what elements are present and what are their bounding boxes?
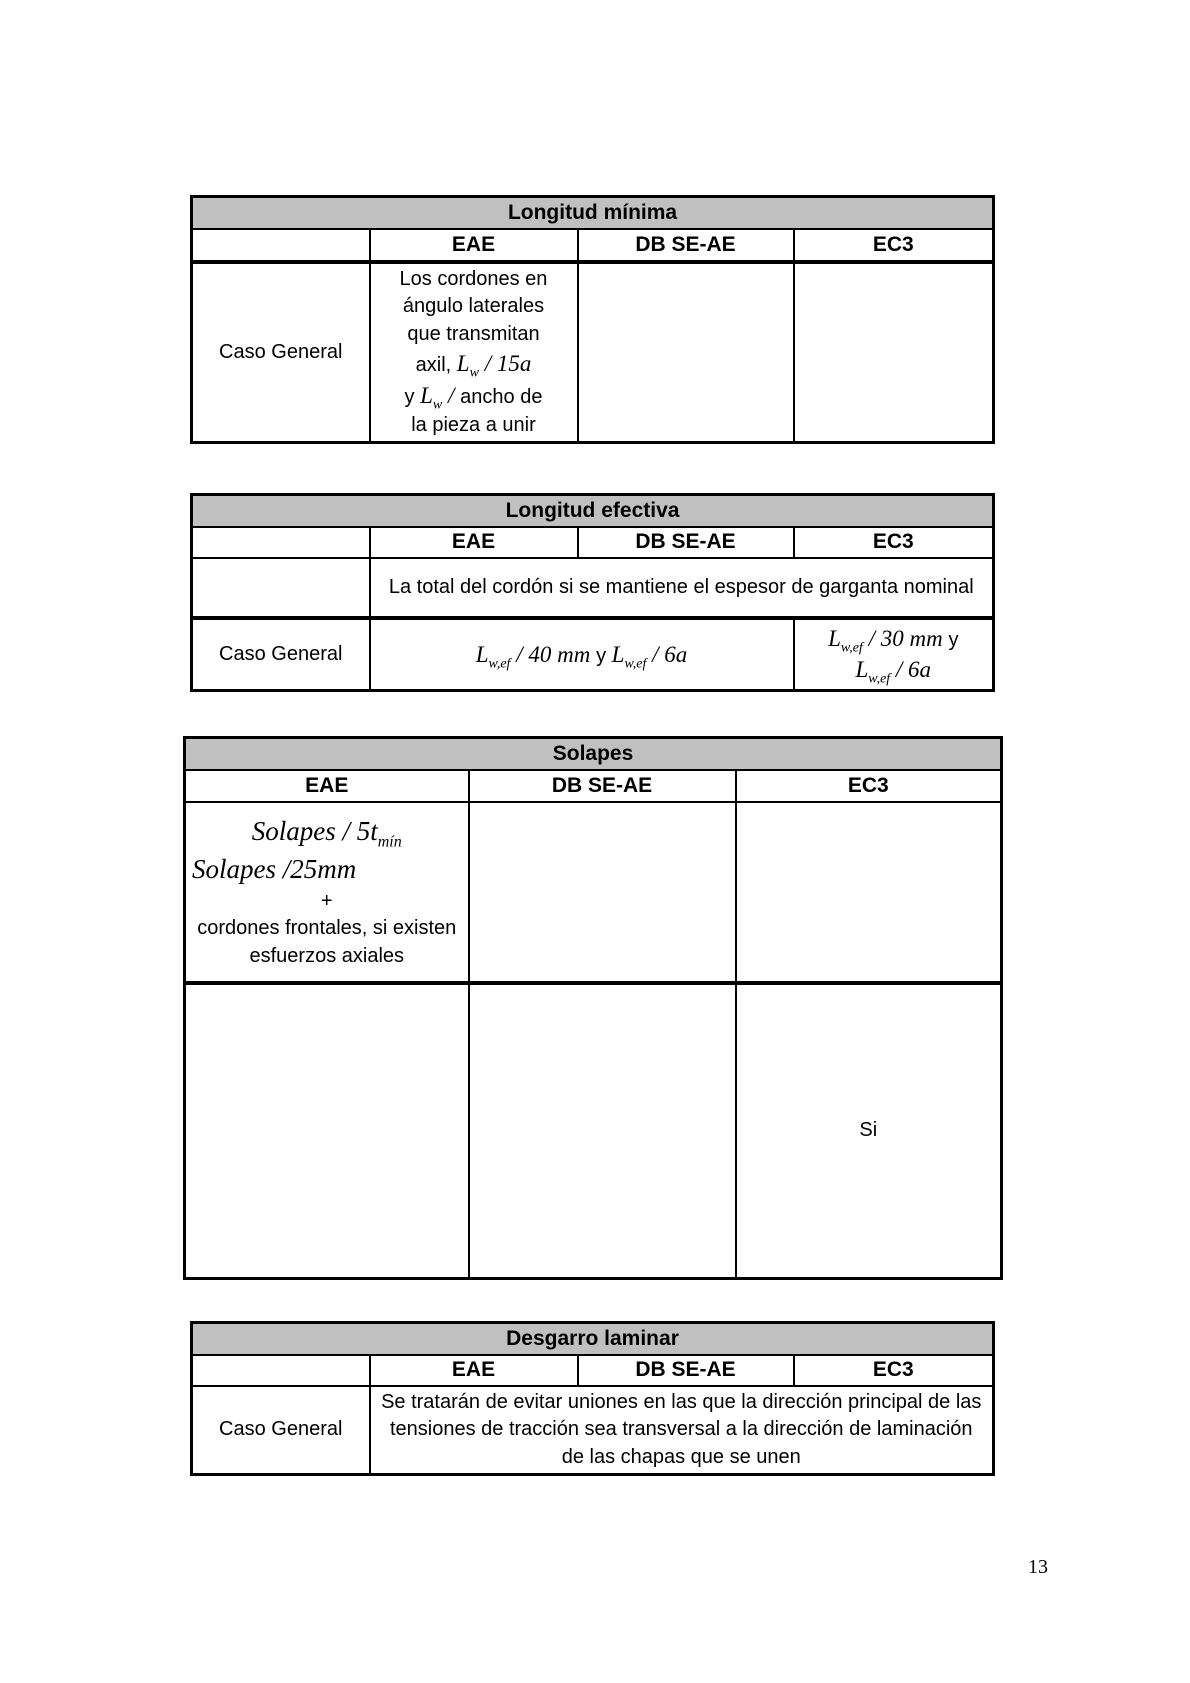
column-header-eae: EAE — [370, 229, 578, 262]
cell-ec3-formula — [794, 618, 994, 691]
table-longitud-minima — [190, 195, 995, 444]
column-header-eae: EAE — [370, 1355, 578, 1386]
row-label-empty — [192, 558, 370, 618]
cell-db-se-ae-empty — [469, 983, 736, 1279]
table-title: Longitud mínima — [192, 197, 994, 230]
formula-lwef-6a: $L_{w,ef} / 6a$ — [855, 657, 932, 688]
formula-solapes-5tmin: Solapes / $5t_{mín}$ — [251, 816, 402, 851]
table-longitud-efectiva — [190, 493, 995, 692]
corner-cell — [192, 1355, 370, 1386]
formula-solapes-25mm: Solapes /25mm — [192, 853, 357, 884]
cell-desgarro-text: Se tratarán de evitar uniones en las que la dirección principal de las tensiones de tracción sea transversal a la dirección de laminación de las chapas que se unen — [370, 1386, 994, 1475]
column-header-db-se-ae: DB SE-AE — [469, 770, 736, 802]
text-line: la pieza a unir — [411, 413, 536, 436]
formula-lw-15a: $L_w / 15a$ — [456, 351, 532, 381]
formula-line — [192, 851, 462, 888]
table-title: Solapes — [185, 738, 1002, 771]
column-header-db-se-ae: DB SE-AE — [578, 527, 794, 558]
text-line: que transmitan — [407, 322, 540, 345]
cell-total-cordon: La total del cordón si se mantiene el espesor de garganta nominal — [370, 558, 994, 618]
text-line: ángulo laterales — [402, 295, 545, 318]
table-solapes — [183, 736, 1003, 1280]
column-header-eae: EAE — [185, 770, 469, 802]
column-header-eae: EAE — [370, 527, 578, 558]
column-header-ec3: EC3 — [794, 527, 994, 558]
column-header-db-se-ae: DB SE-AE — [578, 1355, 794, 1386]
column-header-ec3: EC3 — [794, 1355, 994, 1386]
formula-line: $L_{w,ef} / 30$ mm y — [828, 625, 959, 656]
corner-cell — [192, 527, 370, 558]
table-title: Longitud efectiva — [192, 495, 994, 528]
column-header-db-se-ae: DB SE-AE — [578, 229, 794, 262]
cell-ec3-empty — [736, 802, 1002, 983]
table-desgarro-laminar — [190, 1321, 995, 1476]
formula-line — [192, 813, 462, 850]
cell-ec3-si: Si — [736, 983, 1002, 1279]
formula-line: y $L_w$ / ancho de — [404, 383, 543, 413]
row-label: Caso General — [192, 618, 370, 691]
page-number: 13 — [1028, 1556, 1048, 1578]
cell-eae-empty — [185, 983, 469, 1279]
row-label: Caso General — [192, 262, 370, 443]
formula-line: axil, $L_w / 15a$ — [415, 351, 532, 381]
text-cordones-frontales: cordones frontales, si existen esfuerzos axiales — [197, 917, 457, 968]
cell-ec3-empty — [794, 262, 994, 443]
formula-lwef-30mm: $L_{w,ef} / 30$ mm — [828, 625, 949, 656]
corner-cell — [192, 229, 370, 262]
formula-lwef-6a: $L_{w,ef} / 6a$ — [611, 641, 688, 672]
row-label: Caso General — [192, 1386, 370, 1475]
table-title: Desgarro laminar — [192, 1323, 994, 1356]
column-header-ec3: EC3 — [794, 229, 994, 262]
formula-lw-ancho: $L_w$ / — [420, 383, 461, 413]
cell-eae-solapes — [185, 802, 469, 983]
formula-line — [801, 654, 987, 686]
formula-lwef-40mm: $L_{w,ef} / 40$ mm — [475, 641, 597, 672]
text-line: Los cordones en — [399, 267, 548, 290]
cell-eae — [370, 262, 578, 443]
cell-db-se-ae-empty — [469, 802, 736, 983]
column-header-ec3: EC3 — [736, 770, 1002, 802]
cell-eae-dbseae-formula: $L_{w,ef} / 40$ mm y $L_{w,ef} / 6a$ — [370, 618, 794, 691]
cell-db-se-ae-empty — [578, 262, 794, 443]
plus-sign: + — [320, 889, 333, 912]
